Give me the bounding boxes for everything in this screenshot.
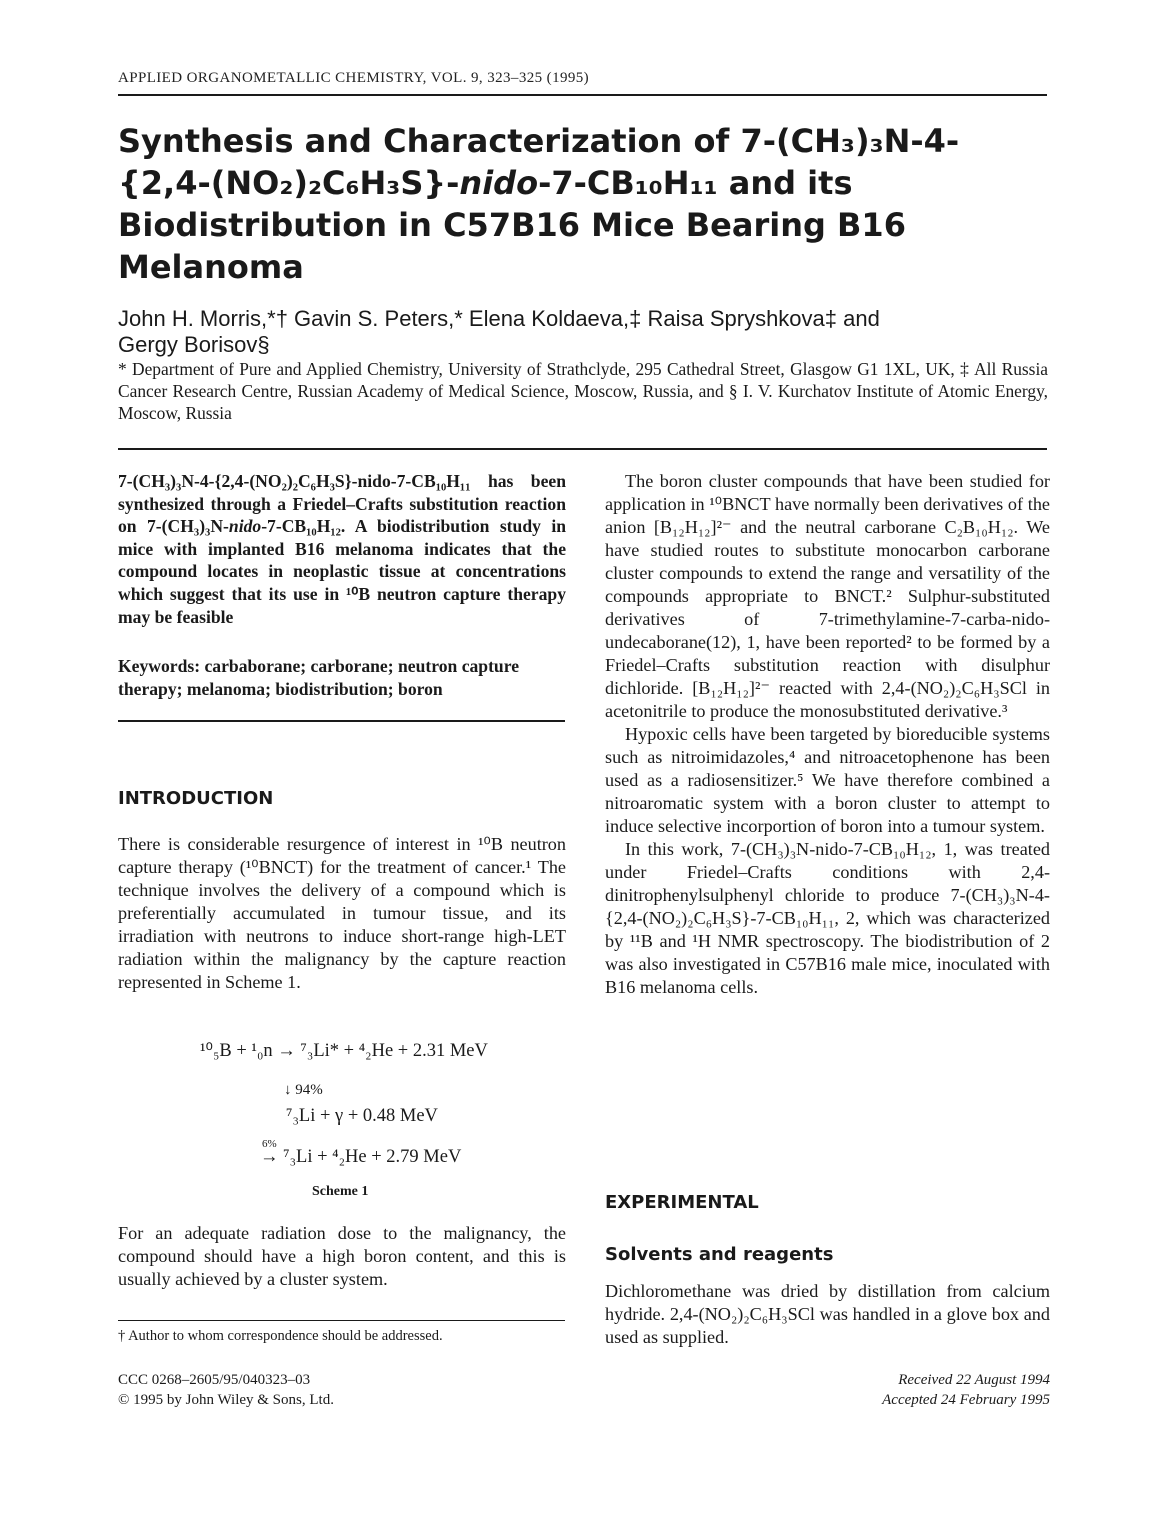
header-rule: [118, 94, 1047, 96]
received-dates: Received 22 August 1994 Accepted 24 February 1995: [882, 1372, 1050, 1408]
right-column-text: [605, 470, 1050, 999]
abstract: 7-(CH₃)₃N-4-{2,4-(NO₂)₂C₆H₃S}-nido-7-CB₁₀H₁₁ has been synthesized through a Friedel–Crafts substitution reaction on 7-(CH₃)₃N-nido-7-CB₁₀H₁₂. A biodistribution study in mice with implanted B16 melanoma indicates that the compound locates in neoplastic tissue at concentrations which suggest that its use in ¹⁰B neutron capture therapy may be feasible: [118, 471, 567, 627]
scheme-label: Scheme 1: [312, 1184, 369, 1199]
title-line-2: {2,4-(NO₂)₂C₆H₃S}-nido-7-CB₁₀H₁₁ and its: [118, 164, 853, 202]
introduction-paragraph-2: For an adequate radiation dose to the malignancy, the compound should have a high boron content, and this is usually achieved by a cluster system.: [118, 1223, 566, 1289]
introduction-heading: INTRODUCTION: [118, 788, 274, 809]
abstract-rule: [118, 720, 565, 722]
correspondence-footnote: † Author to whom correspondence should be addressed.: [118, 1328, 443, 1344]
authors-line-1: John H. Morris,*† Gavin S. Peters,* Elena Koldaeva,‡ Raisa Spryshkova‡ and: [118, 306, 880, 331]
right-paragraph-3: In this work, 7-(CH₃)₃N-nido-7-CB₁₀H₁₂, 1, was treated under Friedel–Crafts conditions with 2,4-dinitrophenylsulphenyl chloride to produce 7-(CH₃)₃N-4-{2,4-(NO₂)₂C₆H₃S}-7-CB₁₀H₁₁, 2, which was characterized by ¹¹B and ¹H NMR spectroscopy. The biodistribution of 2 was also investigated in C57B16 male mice, inoculated with B16 melanoma cells.: [605, 839, 1050, 997]
branch-arrow-94: ↓ 94%: [284, 1082, 323, 1098]
copyright: CCC 0268–2605/95/040323–03 © 1995 by John Wiley & Sons, Ltd.: [118, 1372, 334, 1408]
journal-header: APPLIED ORGANOMETALLIC CHEMISTRY, VOL. 9, 323–325 (1995): [118, 70, 590, 86]
affiliation: * Department of Pure and Applied Chemistry, University of Strathclyde, 295 Cathedral Street, Glasgow G1 1XL, UK, ‡ All Russia Cancer Research Centre, Russian Academy of Medical Science, Moscow, Russia, and § I. V. Kurchatov Institute of Atomic Energy, Moscow, Russia: [118, 359, 1048, 423]
keywords: Keywords: carbaborane; carborane; neutron capture therapy; melanoma; biodistribution; boron: [118, 656, 520, 699]
article-title: [118, 120, 1058, 288]
footnote-rule: [118, 1320, 565, 1321]
introduction-paragraph-1: There is considerable resurgence of interest in ¹⁰B neutron capture therapy (¹⁰BNCT) for the treatment of cancer.¹ The technique involves the delivery of a compound which is preferentially accumulated in tumour tissue, and its irradiation with neutrons to induce short-range high-LET radiation within the malignancy by the capture reaction represented in Scheme 1.: [118, 834, 566, 992]
branch-label-6: 6%: [262, 1138, 277, 1150]
title-line-4: Melanoma: [118, 248, 304, 286]
affiliation-rule: [118, 448, 1047, 450]
author-list: [118, 306, 1058, 358]
right-paragraph-1: The boron cluster compounds that have been studied for application in ¹⁰BNCT have normally been derivatives of the anion [B₁₂H₁₂]²⁻ and the neutral carborane C₂B₁₀H₁₂. We have studied routes to substitute monocarbon carborane cluster compounds to extend the range and versatility of the compounds appropriate to BNCT.² Sulphur-substituted derivatives of 7-trimethylamine-7-carba-nido-undecaborane(12), 1, have been reported² to be formed by a Friedel–Crafts substitution reaction with disulphur dichloride. [B₁₂H₁₂]²⁻ reacted with 2,4-(NO₂)₂C₆H₃SCl in acetonitrile to produce the monosubstituted derivative.³: [605, 471, 1050, 721]
experimental-heading: EXPERIMENTAL: [605, 1192, 759, 1213]
solvents-paragraph: Dichloromethane was dried by distillation from calcium hydride. 2,4-(NO₂)₂C₆H₃SCl was handled in a glove box and used as supplied.: [605, 1281, 1050, 1347]
title-line-3: Biodistribution in C57B16 Mice Bearing B16: [118, 206, 906, 244]
authors-line-2: Gergy Borisov§: [118, 332, 270, 357]
title-line-1: Synthesis and Characterization of 7-(CH₃)₃N-4-: [118, 122, 960, 160]
right-paragraph-2: Hypoxic cells have been targeted by bioreducible systems such as nitroimidazoles,⁴ and nitroacetophenone has been used as a radiosensitizer.⁵ We have therefore combined a nitroaromatic system with a boron cluster to attempt to induce selective incorportion of boron into a tumour system.: [605, 724, 1050, 836]
solvents-subheading: Solvents and reagents: [605, 1244, 834, 1265]
scheme-equation-3: → ⁷₃Li + ⁴₂He + 2.79 MeV: [260, 1147, 462, 1167]
scheme-equation-1: ¹⁰₅B + ¹₀n → ⁷₃Li* + ⁴₂He + 2.31 MeV: [200, 1041, 488, 1061]
scheme-equation-2: ⁷₃Li + γ + 0.48 MeV: [286, 1106, 438, 1126]
